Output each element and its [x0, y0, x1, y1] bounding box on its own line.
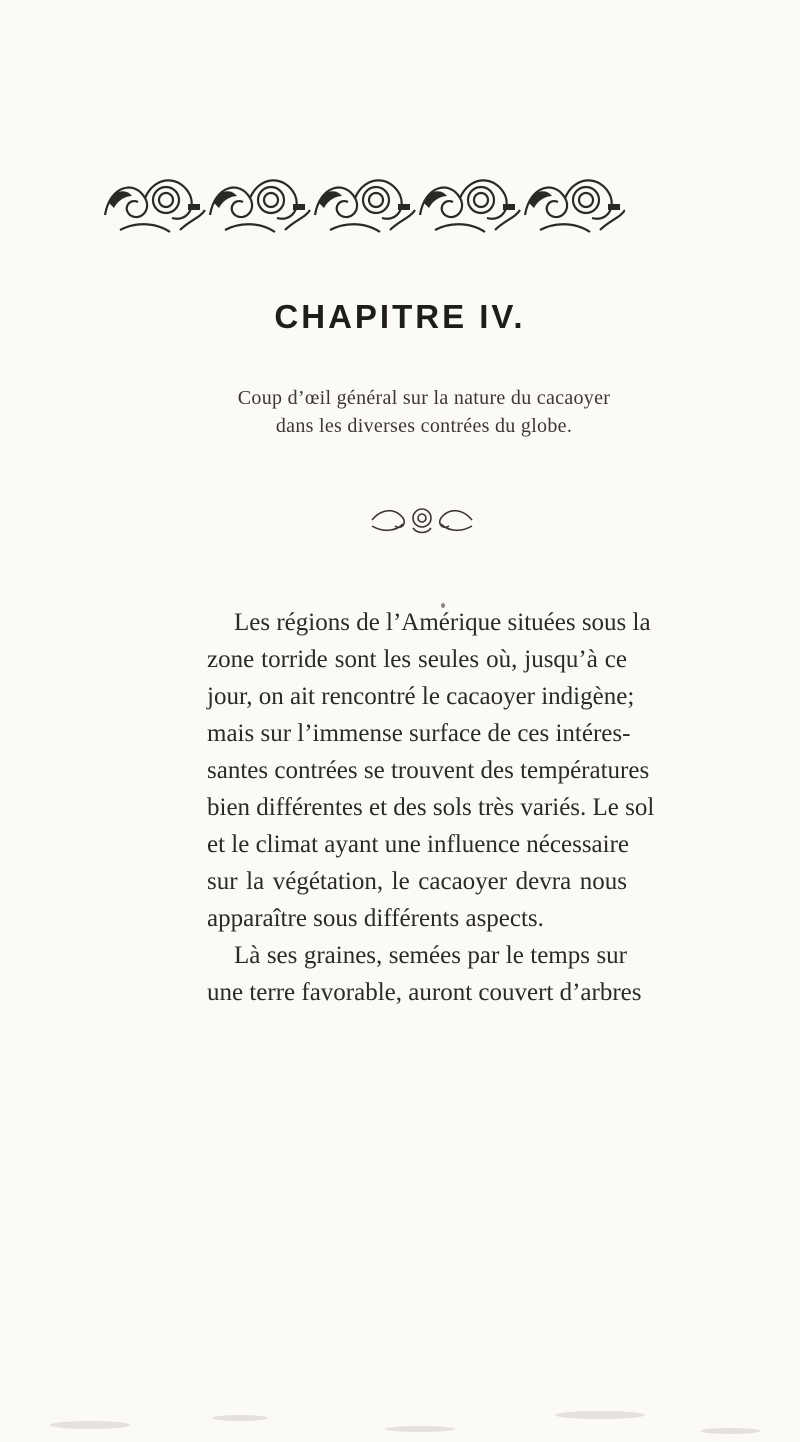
text-line: bien différentes et des sols très variés. Le sol [207, 794, 655, 821]
text-line: sur la végétation, le cacaoyer devra nous [207, 868, 627, 895]
decorative-header-band-icon [100, 160, 625, 240]
text-line: santes contrées se trouvent des températures [207, 757, 650, 784]
text-line: mais sur l’immense surface de ces intéres- [207, 720, 631, 747]
chapter-subtitle: Coup d’œil général sur la nature du cacaoyer dans les diverses contrées du globe. [237, 387, 611, 437]
chapter-title: CHAPITRE IV. [274, 298, 526, 335]
text-line: et le climat ayant une influence nécessaire [207, 831, 630, 858]
text-line: zone torride sont les seules où, jusqu’à ce [207, 646, 627, 673]
text-line: une terre favorable, auront couvert d’arbres [207, 979, 642, 1006]
text-line: Les régions de l’Amérique situées sous la [234, 609, 651, 636]
text-line: jour, on ait rencontré le cacaoyer indigène; [207, 683, 635, 710]
body-paragraph [207, 604, 655, 1011]
decorative-fleuron-icon [367, 498, 477, 542]
text-line: apparaître sous différents aspects. [207, 905, 544, 932]
paper-smudge [0, 1385, 800, 1442]
text-line: Là ses graines, semées par le temps sur [234, 942, 627, 969]
